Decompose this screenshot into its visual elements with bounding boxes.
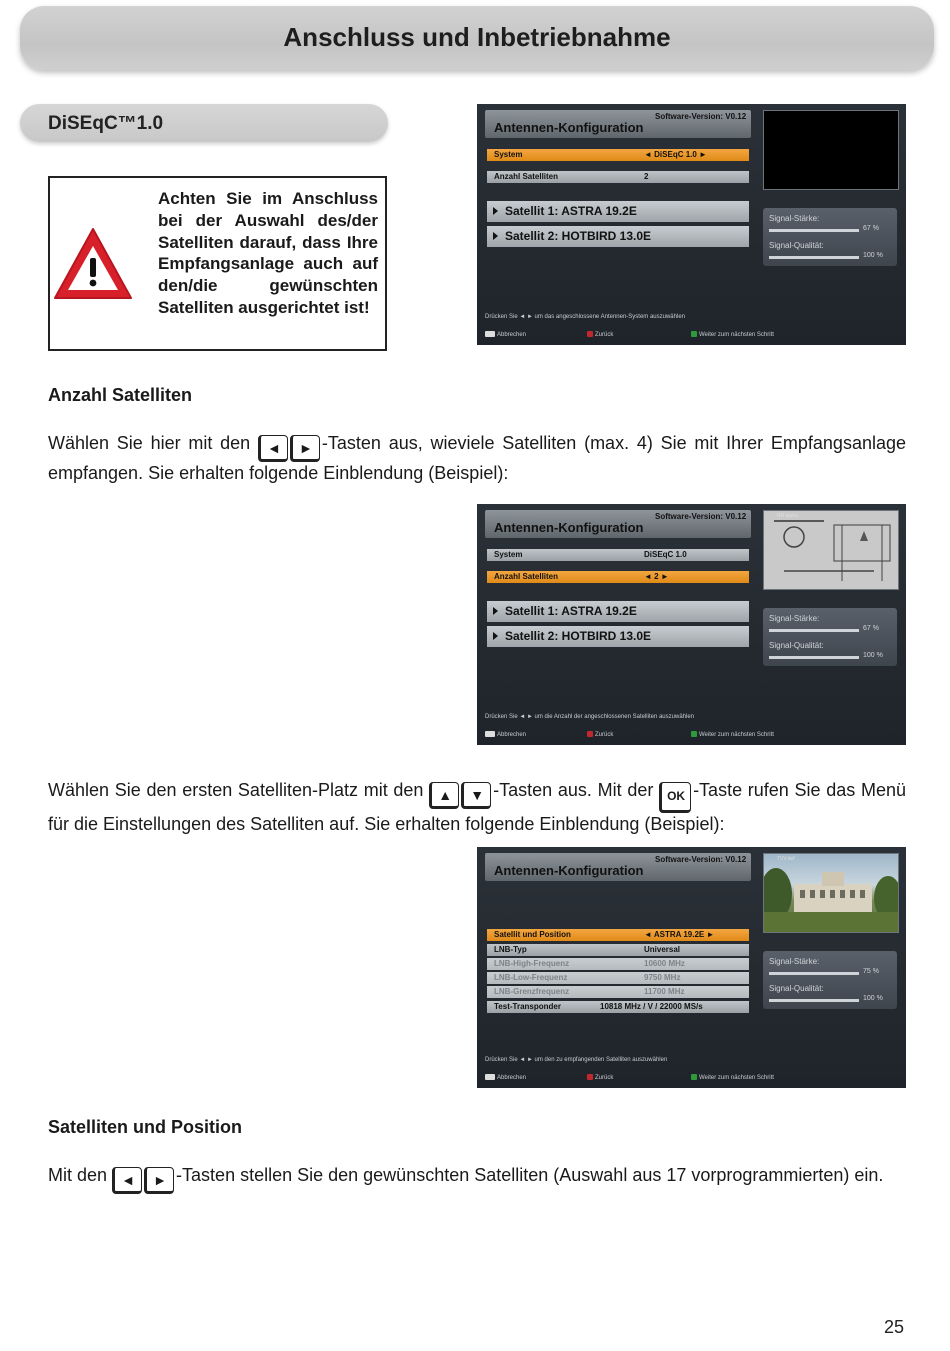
satellite-1-entry[interactable] bbox=[487, 601, 749, 622]
signal-panel bbox=[763, 208, 897, 266]
para-text: -Tasten stellen Sie den gewünschten Satelliten (Auswahl aus 17 vorprogrammierten) ein. bbox=[176, 1165, 884, 1185]
menu-row-test-transponder[interactable] bbox=[487, 1001, 749, 1013]
tv-preview bbox=[763, 110, 899, 190]
screen-title: Antennen-Konfiguration bbox=[494, 520, 644, 535]
para-text: -Tasten aus, wieviele Satelliten (max. 4) Sie mit Ihrer Empfangsanlage empfangen. Sie erhalten folgende Einblendung (Beispiel): bbox=[48, 433, 906, 483]
green-key-icon bbox=[691, 731, 697, 737]
menu-row-lnb-high bbox=[487, 958, 749, 970]
row-value: 10818 MHz / V / 22000 MS/s bbox=[600, 1002, 703, 1011]
play-arrow-icon bbox=[493, 607, 498, 615]
row-label: LNB-Typ bbox=[494, 945, 527, 954]
screen-hint: Drücken Sie ◄ ► um die Anzahl der angeschlossenen Satelliten auszuwählen bbox=[485, 714, 694, 720]
machine-picture-icon bbox=[764, 511, 898, 589]
footer-back[interactable] bbox=[485, 1074, 526, 1081]
screen-step-label: Erstinstallation (4/8) bbox=[494, 112, 539, 118]
footer-weiter[interactable] bbox=[691, 731, 774, 738]
play-arrow-icon bbox=[493, 632, 498, 640]
row-label: LNB-High-Frequenz bbox=[494, 959, 570, 968]
row-value: 2 bbox=[644, 172, 649, 181]
signal-quality-bar bbox=[769, 256, 859, 259]
green-key-icon bbox=[691, 1074, 697, 1080]
signal-strength-label: Signal-Stärke: bbox=[769, 957, 820, 966]
page-title: Anschluss und Inbetriebnahme bbox=[283, 22, 671, 52]
para-text: Mit den bbox=[48, 1165, 108, 1185]
preview-channel: RR alpha bbox=[777, 513, 798, 519]
menu-row-anzahl[interactable] bbox=[487, 171, 749, 183]
footer-zurueck[interactable] bbox=[587, 1074, 613, 1081]
tv-preview bbox=[763, 853, 899, 933]
warning-text: Achten Sie im Anschluss bei der Auswahl des/der Satelliten darauf, dass Ihre Empfangsanlage auch auf den/die gewünschten Satelliten ausgerichtet ist! bbox=[158, 189, 378, 317]
signal-strength-bar bbox=[769, 629, 859, 632]
menu-row-lnb-low bbox=[487, 972, 749, 984]
down-key-icon: ▼ bbox=[461, 782, 491, 809]
paragraph-satelliten-position bbox=[48, 1164, 906, 1194]
footer-weiter[interactable] bbox=[691, 331, 774, 338]
screen-step-label: Erstinstallation (4/8) bbox=[494, 512, 539, 518]
up-key-icon: ▲ bbox=[429, 782, 459, 809]
signal-strength-label: Signal-Stärke: bbox=[769, 214, 820, 223]
tv-screen-system bbox=[477, 104, 906, 345]
red-key-icon bbox=[587, 731, 593, 737]
para-text: Wählen Sie hier mit den bbox=[48, 433, 251, 453]
tv-screen-satellit-position bbox=[477, 847, 906, 1088]
satellite-label: Satellit 2: HOTBIRD 13.0E bbox=[505, 629, 652, 643]
row-value: 11700 MHz bbox=[644, 987, 685, 996]
footer-back[interactable] bbox=[485, 331, 526, 338]
signal-quality-label: Signal-Qualität: bbox=[769, 241, 824, 250]
section-title: DiSEqC™1.0 bbox=[48, 113, 164, 134]
row-label: LNB-Grenzfrequenz bbox=[494, 987, 570, 996]
play-arrow-icon bbox=[493, 207, 498, 215]
menu-row-lnb-typ[interactable] bbox=[487, 944, 749, 956]
paragraph-anzahl bbox=[48, 432, 906, 484]
menu-row-system[interactable] bbox=[487, 549, 749, 561]
menu-row-lnb-grenz bbox=[487, 986, 749, 998]
screen-version: Software-Version: V0.12 bbox=[655, 855, 747, 864]
signal-quality-value: 100 % bbox=[863, 252, 883, 259]
row-value: ◄ DiSEqC 1.0 ► bbox=[644, 150, 707, 159]
row-value: DiSEqC 1.0 bbox=[644, 550, 687, 559]
footer-zurueck[interactable] bbox=[587, 331, 613, 338]
row-value: 9750 MHz bbox=[644, 973, 681, 982]
row-label: Satellit und Position bbox=[494, 930, 571, 939]
signal-strength-value: 67 % bbox=[863, 225, 879, 232]
heading-satelliten-position: Satelliten und Position bbox=[48, 1117, 243, 1137]
warning-icon bbox=[52, 226, 134, 302]
satellite-1-entry[interactable] bbox=[487, 201, 749, 222]
satellite-label: Satellit 1: ASTRA 19.2E bbox=[505, 204, 637, 218]
tv-screen-anzahl bbox=[477, 504, 906, 745]
paragraph-satelliten-platz bbox=[48, 779, 906, 835]
footer-weiter-label: Weiter zum nächsten Schritt bbox=[699, 1075, 774, 1081]
signal-quality-bar bbox=[769, 999, 859, 1002]
back-key-icon bbox=[485, 1074, 495, 1080]
footer-zurueck-label: Zurück bbox=[595, 732, 614, 738]
left-key-icon: ◄ bbox=[112, 1167, 142, 1194]
para-text: -Taste rufen Sie das Menü für die Einstellungen des Satelliten auf. Sie erhalten folgende Einblendung (Beispiel): bbox=[48, 780, 906, 834]
ok-key-icon: OK bbox=[659, 782, 691, 813]
building-picture-icon bbox=[764, 854, 898, 932]
tv-preview bbox=[763, 510, 899, 590]
row-label: System bbox=[494, 550, 523, 559]
footer-zurueck-label: Zurück bbox=[595, 332, 614, 338]
signal-strength-value: 75 % bbox=[863, 968, 879, 975]
menu-row-anzahl[interactable] bbox=[487, 571, 749, 583]
signal-strength-label: Signal-Stärke: bbox=[769, 614, 820, 623]
para-text: -Tasten aus. Mit der bbox=[493, 780, 654, 800]
screen-hint: Drücken Sie ◄ ► um den zu empfangenden Satelliten auszuwählen bbox=[485, 1057, 668, 1063]
satellite-label: Satellit 2: HOTBIRD 13.0E bbox=[505, 229, 652, 243]
right-key-icon: ► bbox=[290, 435, 320, 462]
footer-back-label: Abbrechen bbox=[497, 332, 527, 338]
preview-channel: TVV.def bbox=[777, 856, 795, 862]
signal-strength-value: 67 % bbox=[863, 625, 879, 632]
footer-back[interactable] bbox=[485, 731, 526, 738]
satellite-label: Satellit 1: ASTRA 19.2E bbox=[505, 604, 637, 618]
footer-back-label: Abbrechen bbox=[497, 1075, 527, 1081]
footer-weiter-label: Weiter zum nächsten Schritt bbox=[699, 732, 774, 738]
screen-step-label: Erstinstallation (4/8) bbox=[494, 855, 539, 861]
row-value: 10600 MHz bbox=[644, 959, 685, 968]
row-label: Test-Transponder bbox=[494, 1002, 561, 1011]
signal-panel bbox=[763, 608, 897, 666]
screen-title: Antennen-Konfiguration bbox=[494, 120, 644, 135]
red-key-icon bbox=[587, 331, 593, 337]
satellite-2-entry[interactable] bbox=[487, 226, 749, 247]
red-key-icon bbox=[587, 1074, 593, 1080]
footer-weiter-label: Weiter zum nächsten Schritt bbox=[699, 332, 774, 338]
footer-weiter[interactable] bbox=[691, 1074, 774, 1081]
row-label: LNB-Low-Frequenz bbox=[494, 973, 568, 982]
screen-hint: Drücken Sie ◄ ► um das angeschlossene Antennen-System auszuwählen bbox=[485, 314, 685, 320]
row-value: ◄ ASTRA 19.2E ► bbox=[644, 930, 715, 939]
row-value: Universal bbox=[644, 945, 681, 954]
para-text: Wählen Sie den ersten Satelliten-Platz mit den bbox=[48, 780, 424, 800]
footer-zurueck-label: Zurück bbox=[595, 1075, 614, 1081]
screen-version: Software-Version: V0.12 bbox=[655, 112, 747, 121]
footer-zurueck[interactable] bbox=[587, 731, 613, 738]
signal-quality-label: Signal-Qualität: bbox=[769, 984, 824, 993]
back-key-icon bbox=[485, 731, 495, 737]
signal-quality-value: 100 % bbox=[863, 995, 883, 1002]
satellite-2-entry[interactable] bbox=[487, 626, 749, 647]
left-key-icon: ◄ bbox=[258, 435, 288, 462]
row-label: Anzahl Satelliten bbox=[494, 172, 559, 181]
green-key-icon bbox=[691, 331, 697, 337]
row-label: Anzahl Satelliten bbox=[494, 572, 559, 581]
signal-panel bbox=[763, 951, 897, 1009]
row-label: System bbox=[494, 150, 523, 159]
menu-row-system[interactable] bbox=[487, 149, 749, 161]
signal-quality-value: 100 % bbox=[863, 652, 883, 659]
page-number: 25 bbox=[884, 1317, 905, 1337]
signal-strength-bar bbox=[769, 972, 859, 975]
signal-quality-bar bbox=[769, 656, 859, 659]
footer-back-label: Abbrechen bbox=[497, 732, 527, 738]
heading-anzahl-satelliten: Anzahl Satelliten bbox=[48, 385, 193, 405]
screen-version: Software-Version: V0.12 bbox=[655, 512, 747, 521]
right-key-icon: ► bbox=[144, 1167, 174, 1194]
signal-strength-bar bbox=[769, 229, 859, 232]
screen-title: Antennen-Konfiguration bbox=[494, 863, 644, 878]
back-key-icon bbox=[485, 331, 495, 337]
menu-row-satellit-position[interactable] bbox=[487, 929, 749, 941]
row-value: ◄ 2 ► bbox=[644, 572, 669, 581]
play-arrow-icon bbox=[493, 232, 498, 240]
signal-quality-label: Signal-Qualität: bbox=[769, 641, 824, 650]
